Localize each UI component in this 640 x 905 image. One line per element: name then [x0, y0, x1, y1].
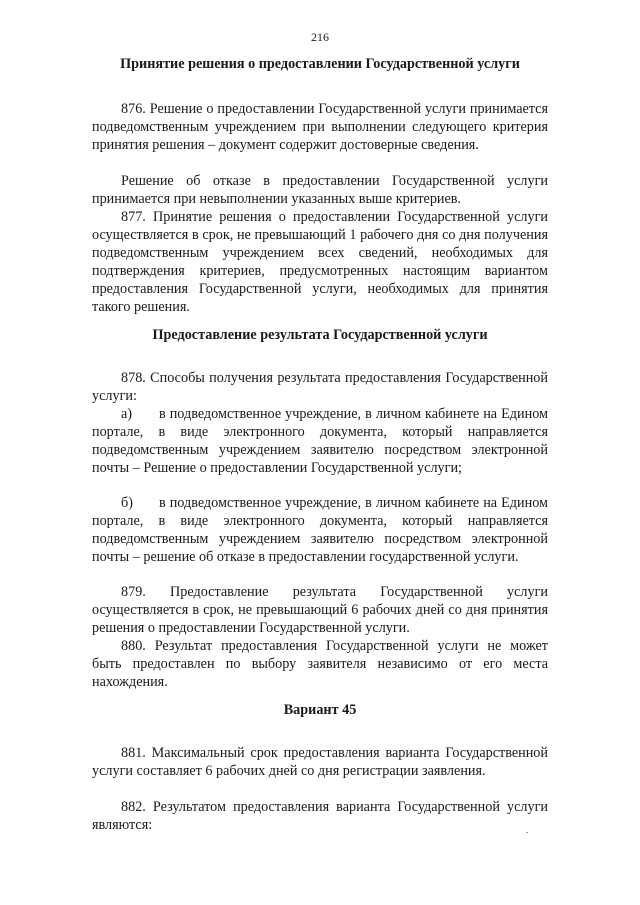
list-label-b: б): [121, 495, 133, 511]
paragraph-878-a: [92, 406, 548, 478]
list-text-a: в подведомственное учреждение, в личном кабинете на Едином портале, в виде электронного документа, который направляется подведомственным учреждением заявителю посредством электронной почты – Решение о предоставлении Государственной услуги;: [92, 406, 548, 476]
list-text-b: в подведомственное учреждение, в личном кабинете на Едином портале, в виде электронного документа, который направляется подведомственным учреждением заявителю посредством электронной почты – решение об отказе в предоставлении государственной услуги.: [92, 495, 548, 565]
paragraph-877: 877. Принятие решения о предоставлении Государственной услуги осуществляется в срок, не превышающий 1 рабочего дня со дня получения подведомственным учреждением всех сведений, необходимых для подтверждения критериев, предусмотренных настоящим вариантом предоставления Государственной услуги, необходимых для принятия такого решения.: [92, 209, 548, 315]
paragraph-880: 880. Результат предоставления Государственной услуги не может быть предоставлен по выбору заявителя независимо от его места нахождения.: [92, 638, 548, 690]
paragraph-876: 876. Решение о предоставлении Государственной услуги принимается подведомственным учреждением при выполнении следующего критерия принятия решения – документ содержит достоверные сведения.: [92, 101, 548, 153]
list-label-a: а): [121, 406, 133, 422]
page-number: 216: [311, 30, 329, 44]
paragraph-878: 878. Способы получения результата предоставления Государственной услуги:: [92, 370, 548, 404]
heading-variant: Вариант 45: [283, 702, 357, 718]
paragraph-879: 879. Предоставление результата Государственной услуги осуществляется в срок, не превышающий 6 рабочих дней со дня принятия решения о предоставлении Государственной услуги.: [92, 584, 548, 636]
scan-speck: [526, 832, 528, 833]
paragraph-882: 882. Результатом предоставления варианта Государственной услуги являются:: [92, 799, 548, 833]
heading-result: Предоставление результата Государственной услуги: [152, 327, 488, 343]
heading-decision: Принятие решения о предоставлении Государственной услуги: [120, 56, 520, 72]
paragraph-878-b: [92, 495, 548, 567]
paragraph-876-refusal: Решение об отказе в предоставлении Государственной услуги принимается при невыполнении указанных выше критериев.: [92, 173, 548, 207]
paragraph-881: 881. Максимальный срок предоставления варианта Государственной услуги составляет 6 рабочих дней со дня регистрации заявления.: [92, 745, 548, 779]
